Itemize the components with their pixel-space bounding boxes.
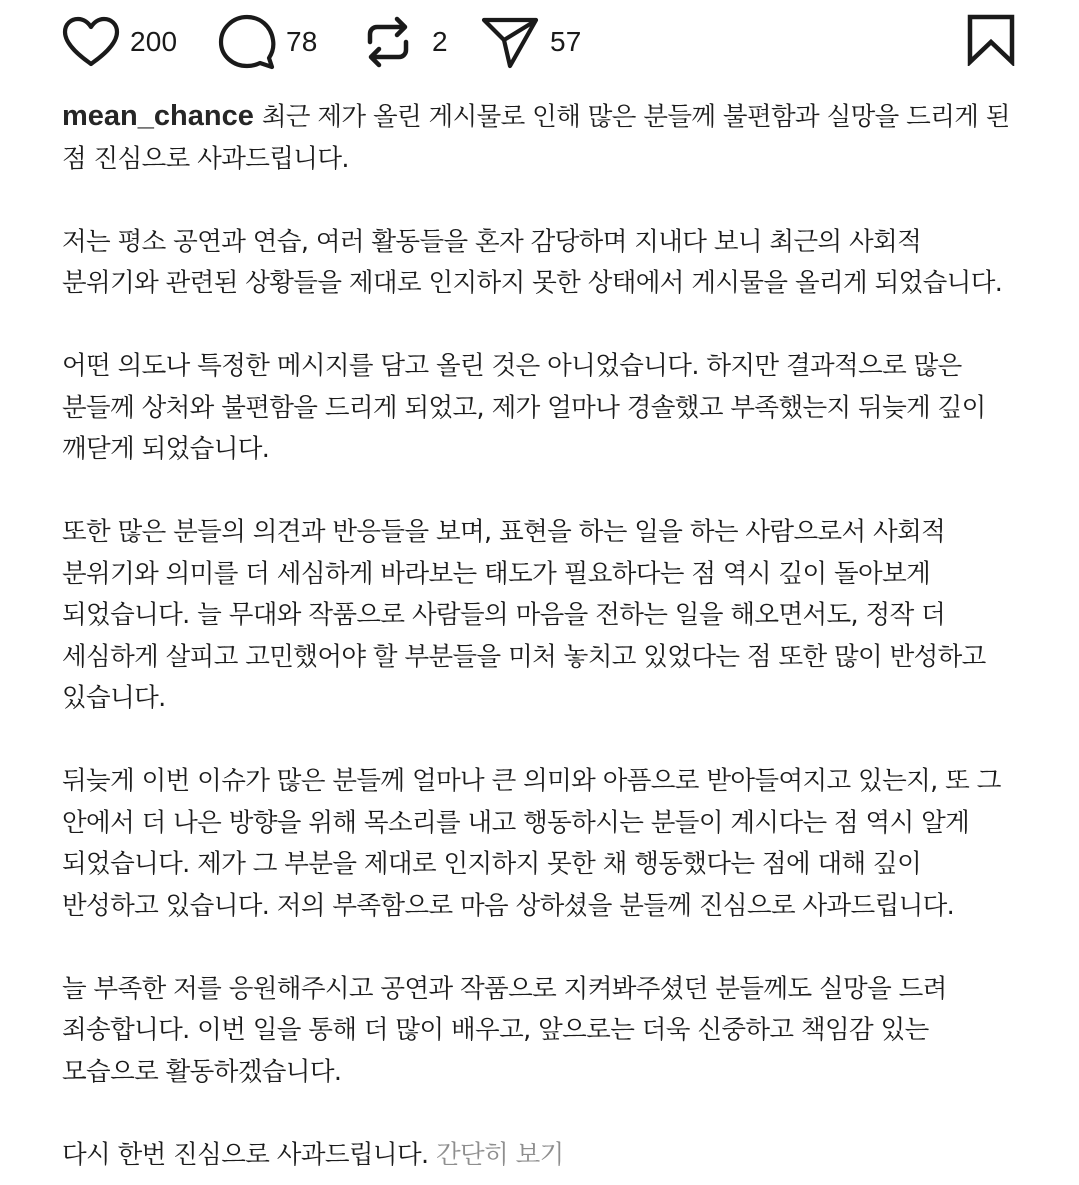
- like-count: 200: [130, 26, 178, 57]
- caption-paragraph: [62, 222, 1042, 305]
- comment-bubble-icon: [218, 14, 276, 70]
- caption-line: 안에서 더 나은 방향을 위해 목소리를 내고 행동하시는 분들이 계시다는 점 역시 알게: [62, 807, 970, 838]
- caption-line: [62, 1135, 1042, 1177]
- caption-paragraph: [62, 96, 1042, 180]
- heart-icon: [62, 16, 120, 68]
- caption-line: 분위기와 관련된 상황들을 제대로 인지하지 못한 상태에서 게시물을 올리게 되었습니다.: [62, 268, 1003, 298]
- post-caption: [62, 96, 1042, 1176]
- caption-line: [62, 96, 1042, 139]
- caption-line: 깨닫게 되었습니다.: [62, 434, 270, 464]
- comment-count: 78: [286, 26, 318, 57]
- caption-line: 반성하고 있습니다. 저의 부족함으로 마음 상하셨을 분들께 진심으로 사과드립니다.: [62, 890, 955, 921]
- share-button[interactable]: [480, 14, 582, 70]
- repost-icon: [360, 14, 416, 70]
- caption-line: 저는 평소 공연과 연습, 여러 활동들을 혼자 감당하며 지내다 보니 최근의 사회적: [62, 226, 922, 257]
- like-button[interactable]: [62, 14, 177, 70]
- caption-line: 죄송합니다. 이번 일을 통해 더 많이 배우고, 앞으로는 더욱 신중하고 책임감 있는: [62, 1015, 929, 1045]
- caption-line: 분위기와 의미를 더 세심하게 바라보는 태도가 필요하다는 점 역시 깊이 돌아보게: [62, 558, 931, 589]
- caption-line: 점 진심으로 사과드립니다.: [62, 143, 349, 174]
- caption-paragraph: [62, 512, 1042, 720]
- caption-paragraph: [62, 1135, 1042, 1177]
- post-action-bar: [0, 0, 1079, 84]
- caption-line: 또한 많은 분들의 의견과 반응들을 보며, 표현을 하는 일을 하는 사람으로서 사회적: [62, 517, 946, 547]
- caption-text: 다시 한번 진심으로 사과드립니다.: [62, 1139, 429, 1170]
- repost-button[interactable]: [360, 14, 448, 70]
- comment-button[interactable]: [218, 14, 318, 70]
- caption-line: 있습니다.: [62, 683, 166, 713]
- caption-line: 뒤늦게 이번 이슈가 많은 분들께 얼마나 큰 의미와 아픔으로 받아들여지고 있는지, 또 그: [62, 766, 1001, 796]
- share-count: 57: [550, 26, 582, 57]
- caption-text: 최근 제가 올린 게시물로 인해 많은 분들께 불편함과 실망을 드리게 된: [261, 102, 1010, 132]
- send-icon: [480, 14, 540, 70]
- caption-line: 늘 부족한 저를 응원해주시고 공연과 작품으로 지켜봐주셨던 분들께도 실망을 드려: [62, 973, 947, 1004]
- caption-line: 되었습니다. 제가 그 부분을 제대로 인지하지 못한 채 행동했다는 점에 대해 깊이: [62, 849, 922, 879]
- show-less-link[interactable]: 간단히 보기: [436, 1139, 564, 1170]
- caption-line: 되었습니다. 늘 무대와 작품으로 사람들의 마음을 전하는 일을 해오면서도, 정작 더: [62, 600, 946, 630]
- caption-paragraph: [62, 346, 1042, 471]
- caption-line: 분들께 상처와 불편함을 드리게 되었고, 제가 얼마나 경솔했고 부족했는지 뒤늦게 깊이: [62, 392, 986, 423]
- save-button[interactable]: [966, 12, 1016, 68]
- username-link[interactable]: mean_chance: [62, 100, 254, 132]
- caption-paragraph: [62, 761, 1042, 927]
- repost-count: 2: [432, 26, 448, 57]
- caption-line: 세심하게 살피고 고민했어야 할 부분들을 미처 놓치고 있었다는 점 또한 많이 반성하고: [62, 641, 986, 672]
- caption-line: 모습으로 활동하겠습니다.: [62, 1056, 342, 1087]
- caption-line: 어떤 의도나 특정한 메시지를 담고 올린 것은 아니었습니다. 하지만 결과적으로 많은: [62, 351, 962, 381]
- bookmark-icon: [966, 14, 1016, 66]
- caption-paragraph: [62, 969, 1042, 1094]
